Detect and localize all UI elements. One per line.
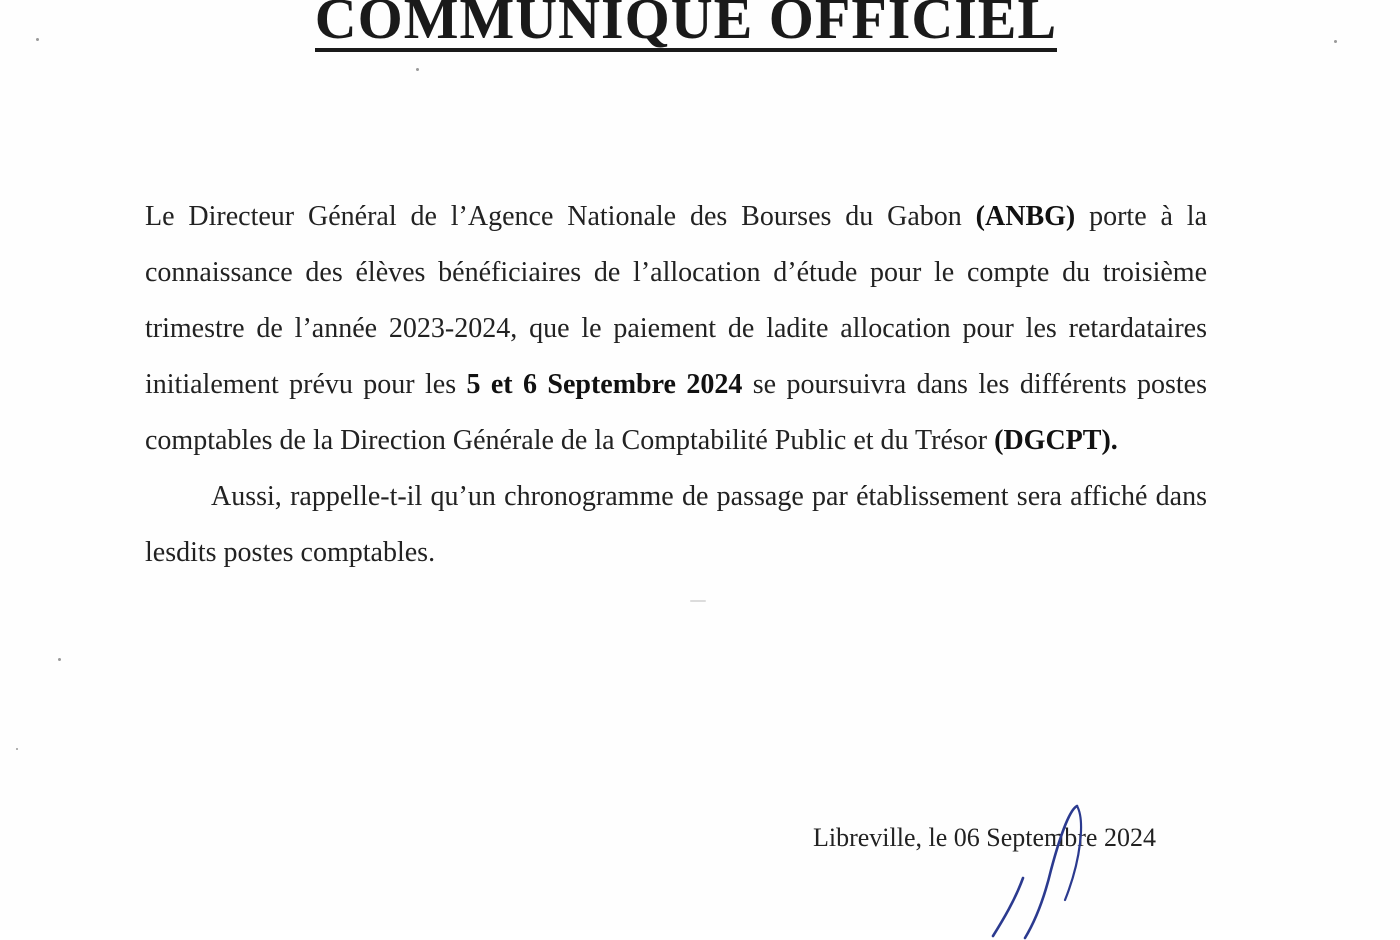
scan-speck — [690, 600, 706, 602]
paragraph-1-part-3: se poursuivra dans les différents postes comptables de la Direction Générale de la Comptabilité Public et du Trésor — [145, 369, 1207, 456]
scan-speck — [416, 68, 419, 71]
scan-speck — [1334, 40, 1337, 43]
paragraph-1-bold-dates: 5 et 6 Septembre 2024 — [466, 369, 743, 400]
paragraph-2: Aussi, rappelle-t-il qu’un chronogramme de passage par établissement sera affiché dans lesdits postes comptables. — [145, 481, 1207, 568]
handwritten-signature-icon — [985, 800, 1115, 940]
scan-speck — [58, 658, 61, 661]
place-date: Libreville, le 06 Septembre 2024 — [813, 823, 1156, 852]
paragraph-1 — [145, 189, 1207, 469]
document-title — [0, 0, 1372, 54]
scan-speck — [16, 748, 18, 750]
document-title-text: COMMUNIQUE OFFICIEL — [315, 0, 1057, 52]
paragraph-1-part-1: Le Directeur Général de l’Agence Nationale des Bourses du Gabon — [145, 201, 976, 232]
paragraph-1-part-2: porte à la connaissance des élèves bénéficiaires de l’allocation d’étude pour le compte du troisième trimestre de l’année 2023-2024, que le paiement de ladite allocation pour les retardataires initialement prévu pour les — [145, 201, 1208, 400]
paragraph-1-bold-dgcpt: (DGCPT). — [994, 425, 1118, 456]
document-body — [145, 189, 1207, 581]
scan-speck — [36, 38, 39, 41]
paragraph-1-bold-anbg: (ANBG) — [975, 201, 1076, 232]
